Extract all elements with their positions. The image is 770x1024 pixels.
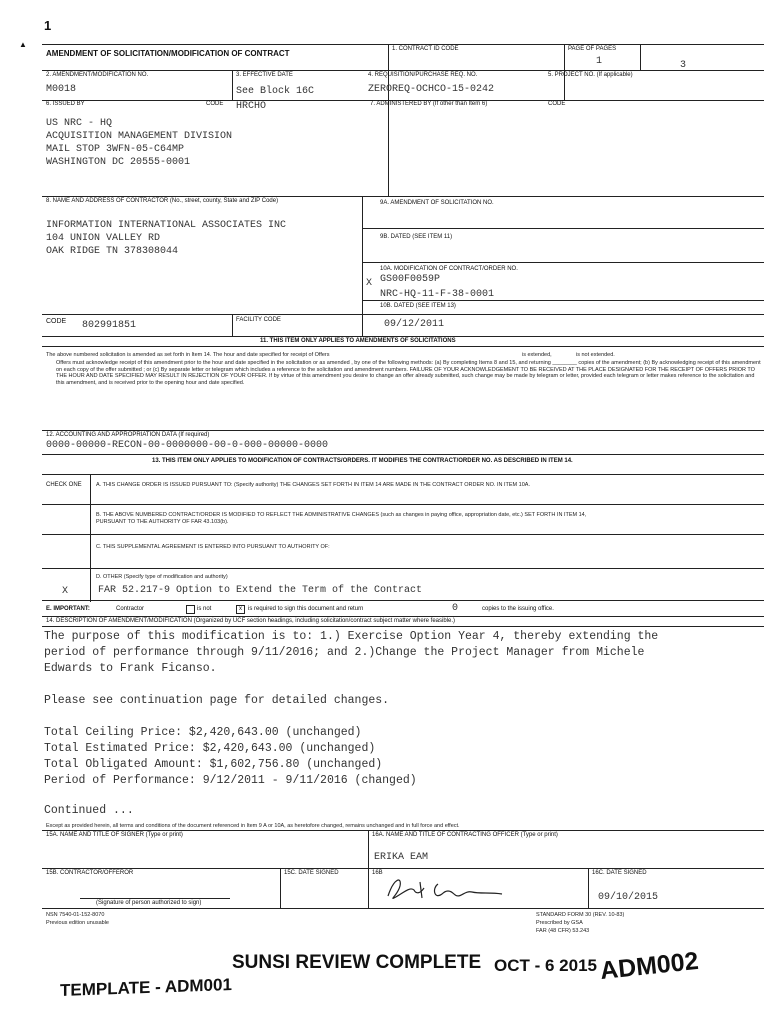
form-title: AMENDMENT OF SOLICITATION/MODIFICATION OF CONTRACT	[46, 49, 290, 58]
code-value: 802991851	[82, 320, 137, 331]
item16b-label: 16B	[372, 870, 383, 876]
footer-prev: Previous edition unusable	[46, 920, 109, 926]
item14-line-12: Continued ...	[44, 804, 134, 817]
contractor-label: 8. NAME AND ADDRESS OF CONTRACTOR (No., street, county, State and ZIP Code)	[46, 198, 279, 204]
administered-by-code-label: CODE	[548, 101, 566, 107]
item14-label: 14. DESCRIPTION OF AMENDMENT/MODIFICATION (Organized by UCF section headings, including solicitation/contract subject matter where feasible.)	[46, 618, 456, 624]
date-stamp: OCT - 6 2015	[494, 956, 597, 975]
item14-line-8: Total Estimated Price: $2,420,643.00 (unchanged)	[44, 742, 376, 755]
footer-far: FAR (48 CFR) 53.243	[536, 928, 590, 934]
template-stamp: TEMPLATE - ADM001	[60, 974, 232, 1001]
item12-value: 0000-00000-RECON-00-0000000-00-0-000-00000-0000	[46, 440, 329, 451]
contractor-line-3: OAK RIDGE TN 378308044	[46, 246, 179, 257]
item13-a: A. THIS CHANGE ORDER IS ISSUED PURSUANT TO: (Specify authority) THE CHANGES SET FORTH IN ITEM 14 ARE MADE IN THE CONTRACT ORDER NO. IN ITEM 10A.	[96, 482, 530, 488]
modification-line-2: NRC-HQ-11-F-38-0001	[380, 289, 495, 300]
item12-label: 12. ACCOUNTING AND APPROPRIATION DATA (If required)	[46, 432, 210, 438]
is-required-checkbox[interactable]: x	[236, 605, 245, 614]
amend-solicitation-label: 9A. AMENDMENT OF SOLICITATION NO.	[380, 200, 494, 206]
item15a-label: 15A. NAME AND TITLE OF SIGNER (Type or print)	[46, 832, 183, 838]
project-no-label: 5. PROJECT NO. (If applicable)	[548, 72, 633, 78]
header-mark: 1	[44, 18, 52, 33]
item14-line-7: Total Ceiling Price: $2,420,643.00 (unchanged)	[44, 726, 362, 739]
item11-line1: The above numbered solicitation is amended as set forth in Item 14. The hour and date specified for receipt of Offers	[46, 352, 330, 358]
item14-line-2: period of performance through 9/11/2016; and 2.)Change the Project Manager from Michele	[44, 646, 645, 659]
item11-paragraph: Offers must acknowledge receipt of this amendment prior to the hour and date specified in the solicitation or as amended , by one of the following methods: (a) By completing Items 8 and 15, and returning ________ copies of the amendment; (b) By acknowledging receipt of this amendment on each copy of the offer submitted ; or (c) By separate letter or telegram which includes a reference to the solicitation and amendment numbers. FAILURE OF YOUR ACKNOWLEDGEMENT TO BE RECEIVED AT THE PLACE DESIGNATED FOR THE RECEIPT OF OFFERS PRIOR TO THE HOUR AND DATE SPECIFIED MAY RESULT IN REJECTION OF YOUR OFFER. If by virtue of this amendment you desire to change an offer already submitted, such change may be made by telegram or letter, provided each telegram or letter makes reference to the solicitation and this amendment, and is received prior to the opening hour and date specified.	[56, 360, 761, 386]
item11-not-extended: is not extended.	[576, 352, 615, 358]
amendment-no-label: 2. AMENDMENT/MODIFICATION NO.	[46, 72, 149, 78]
check-one-label: CHECK ONE	[46, 482, 82, 488]
page-label: PAGE OF PAGES	[568, 46, 617, 52]
issued-by-code-label: CODE	[206, 101, 224, 107]
item13-d-value: FAR 52.217-9 Option to Extend the Term of the Contract	[98, 585, 423, 596]
item14-line-3: Edwards to Frank Ficanso.	[44, 662, 217, 675]
dated-9b-label: 9B. DATED (SEE ITEM 11)	[380, 234, 453, 240]
item11-heading: 11. THIS ITEM ONLY APPLIES TO AMENDMENTS OF SOLICITATIONS	[260, 338, 456, 344]
modification-label: 10A. MODIFICATION OF CONTRACT/ORDER NO.	[380, 266, 518, 272]
effective-date-value: See Block 16C	[236, 86, 315, 97]
administered-by-label: 7. ADMINISTERED BY (If other than Item 6)	[370, 101, 488, 107]
is-required-label: is required to sign this document and return	[248, 606, 364, 612]
issued-by-line-4: WASHINGTON DC 20555-0001	[46, 157, 191, 168]
issued-by-code: HRCHO	[236, 101, 267, 112]
issued-by-line-3: MAIL STOP 3WFN-05-C64MP	[46, 144, 185, 155]
contract-id-label: 1. CONTRACT ID CODE	[392, 46, 459, 52]
requisition-value: ZEROREQ-OCHCO-15-0242	[368, 84, 495, 95]
except-text: Except as provided herein, all terms and conditions of the document referenced in Item 9 A or 10A, as heretofore changed, remains unchanged and in full force and effect.	[46, 823, 460, 829]
issued-by-line-2: ACQUISITION MANAGEMENT DIVISION	[46, 131, 233, 142]
effective-date-label: 3. EFFECTIVE DATE	[236, 72, 293, 78]
item14-line-9: Total Obligated Amount: $1,602,756.80 (unchanged)	[44, 758, 383, 771]
modification-mark: X	[366, 278, 373, 289]
footer-sf: STANDARD FORM 30 (REV. 10-83)	[536, 912, 625, 918]
requisition-label: 4. REQUISITION/PURCHASE REQ. NO.	[368, 72, 478, 78]
item16a-label: 16A. NAME AND TITLE OF CONTRACTING OFFICER (Type or print)	[372, 832, 558, 838]
item11-extended: is extended,	[522, 352, 552, 358]
page-total: 3	[680, 60, 687, 71]
item14-line-10: Period of Performance: 9/12/2011 - 9/11/2016 (changed)	[44, 774, 417, 787]
item13-c: C. THIS SUPPLEMENTAL AGREEMENT IS ENTERED INTO PURSUANT TO AUTHORITY OF:	[96, 544, 330, 550]
item16a-value: ERIKA EAM	[374, 852, 429, 863]
item14-line-5: Please see continuation page for detailed changes.	[44, 694, 390, 707]
item15c-label: 15C. DATE SIGNED	[284, 870, 339, 876]
item16c-value: 09/10/2015	[598, 892, 659, 903]
amendment-no-value: M0018	[46, 84, 77, 95]
item14-line-1: The purpose of this modification is to: 1.) Exercise Option Year 4, thereby extending the	[44, 630, 659, 643]
issued-by-label: 6. ISSUED BY	[46, 101, 85, 107]
important-copies-suffix: copies to the issuing office.	[482, 606, 554, 612]
item13-heading: 13. THIS ITEM ONLY APPLIES TO MODIFICATION OF CONTRACTS/ORDERS. IT MODIFIES THE CONTRACT/ORDER NO. AS DESCRIBED IN ITEM 14.	[152, 458, 573, 464]
code-label: CODE	[46, 318, 67, 325]
important-copies: 0	[452, 603, 459, 614]
is-not-checkbox[interactable]	[186, 605, 195, 614]
contractor-line-2: 104 UNION VALLEY RD	[46, 233, 161, 244]
footer-gsa: Prescribed by GSA	[536, 920, 583, 926]
contracting-officer-signature	[380, 872, 520, 906]
item13-b: B. THE ABOVE NUMBERED CONTRACT/ORDER IS MODIFIED TO REFLECT THE ADMINISTRATIVE CHANGES (such as changes in paying office, appropriation date, etc.) SET FORTH IN ITEM 14, PURSUANT TO THE AUTHORITY OF FAR 43.103(b).	[96, 512, 587, 525]
corner-triangle-icon: ▲	[19, 40, 27, 49]
dated-10b-label: 10B. DATED (SEE ITEM 13)	[380, 303, 456, 309]
adm-stamp: ADM002	[598, 946, 700, 986]
contractor-line-1: INFORMATION INTERNATIONAL ASSOCIATES INC	[46, 220, 287, 231]
item13-d-mark: X	[62, 586, 69, 597]
issued-by-line-1: US NRC - HQ	[46, 118, 113, 129]
modification-line-1: GS00F0059P	[380, 274, 441, 285]
facility-code-label: FACILITY CODE	[236, 317, 281, 323]
item16c-label: 16C. DATE SIGNED	[592, 870, 647, 876]
sunsi-stamp: SUNSI REVIEW COMPLETE	[232, 952, 482, 973]
item15b-label: 15B. CONTRACTOR/OFFEROR	[46, 870, 134, 876]
important-contractor: Contractor	[116, 606, 145, 612]
item15b-sig-label: (Signature of person authorized to sign)	[96, 900, 202, 906]
page-current: 1	[596, 56, 603, 67]
footer-nsn: NSN 7540-01-152-8070	[46, 912, 105, 918]
is-not-label: is not	[197, 606, 212, 612]
item13-d: D. OTHER (Specify type of modification and authority)	[96, 574, 228, 580]
dated-10b-value: 09/12/2011	[384, 319, 445, 330]
important-label: E. IMPORTANT:	[46, 606, 90, 612]
